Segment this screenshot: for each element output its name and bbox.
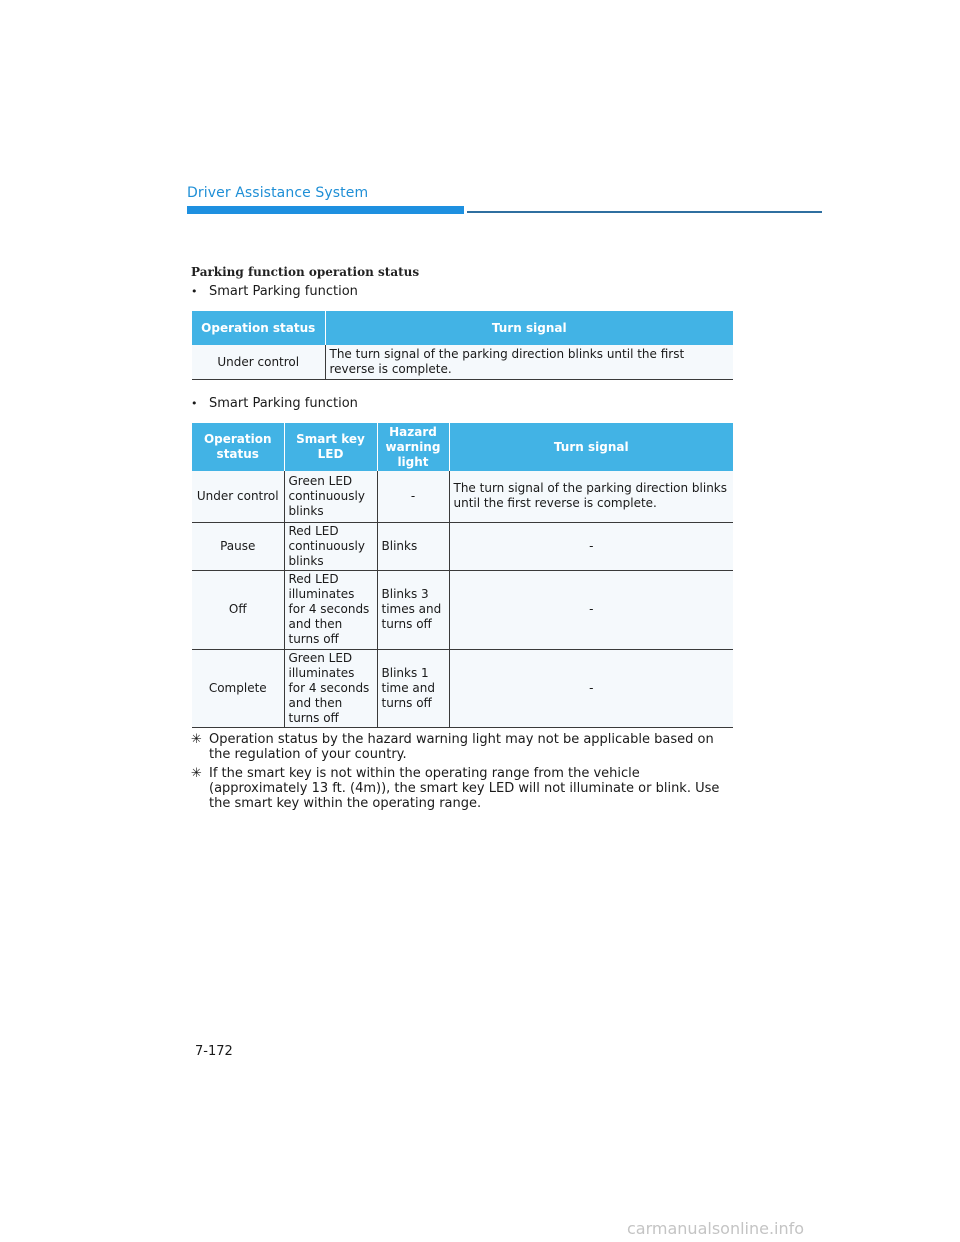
table-cell: - xyxy=(377,471,449,522)
column-header: Smart key LED xyxy=(284,423,377,471)
bullet-item xyxy=(191,284,358,299)
table-row xyxy=(192,471,733,522)
bullet-text: Smart Parking function xyxy=(209,396,358,411)
bullet-mark: • xyxy=(191,285,198,298)
column-header: Turn signal xyxy=(325,311,733,345)
column-header: Operation status xyxy=(192,423,284,471)
bullet-text: Smart Parking function xyxy=(209,284,358,299)
table-cell: Blinks xyxy=(377,522,449,570)
table-cell: Under control xyxy=(192,345,325,380)
table-header-row xyxy=(192,423,733,471)
table-cell: Red LED illuminates for 4 seconds and then turns off xyxy=(284,570,377,649)
table-cell: Red LED continuously blinks xyxy=(284,522,377,570)
column-header: Turn signal xyxy=(449,423,733,471)
footnote-text: Operation status by the hazard warning light may not be applicable based on the regulation of your country. xyxy=(209,732,714,762)
table-row xyxy=(192,649,733,727)
table-row xyxy=(192,522,733,570)
table-cell: Off xyxy=(192,570,284,649)
footnote-text: If the smart key is not within the operating range from the vehicle (approximately 13 ft. (4m)), the smart key LED will not illuminate or blink. Use the smart key within the operating range. xyxy=(209,766,720,811)
table-header-row xyxy=(192,311,733,345)
table-cell: - xyxy=(449,570,733,649)
asterisk-icon: ✳ xyxy=(191,766,202,781)
column-header: Hazard warning light xyxy=(377,423,449,471)
table-cell: Under control xyxy=(192,471,284,522)
table-cell: The turn signal of the parking direction blinks until the first reverse is complete. xyxy=(325,345,733,380)
header-rule-thin xyxy=(467,211,822,213)
section-heading: Parking function operation status xyxy=(191,265,420,279)
footnote xyxy=(191,732,736,762)
table-row xyxy=(192,345,733,380)
header-rule-thick xyxy=(187,206,464,214)
section-header-title: Driver Assistance System xyxy=(187,185,369,201)
table-cell: Pause xyxy=(192,522,284,570)
asterisk-icon: ✳ xyxy=(191,732,202,747)
table-cell: - xyxy=(449,649,733,727)
table-cell: Complete xyxy=(192,649,284,727)
table-cell: Green LED illuminates for 4 seconds and then turns off xyxy=(284,649,377,727)
table-cell: The turn signal of the parking direction blinks until the first reverse is complete. xyxy=(449,471,733,522)
status-table-1 xyxy=(192,311,733,380)
page-number: 7-172 xyxy=(195,1044,233,1059)
bullet-mark: • xyxy=(191,397,198,410)
table-cell: - xyxy=(449,522,733,570)
watermark: carmanualsonline.info xyxy=(627,1219,805,1238)
column-header: Operation status xyxy=(192,311,325,345)
table-cell: Blinks 3 times and turns off xyxy=(377,570,449,649)
footnote xyxy=(191,766,736,811)
table-row xyxy=(192,570,733,649)
status-table-2 xyxy=(192,423,733,728)
bullet-item xyxy=(191,396,358,411)
table-cell: Blinks 1 time and turns off xyxy=(377,649,449,727)
table-cell: Green LED continuously blinks xyxy=(284,471,377,522)
